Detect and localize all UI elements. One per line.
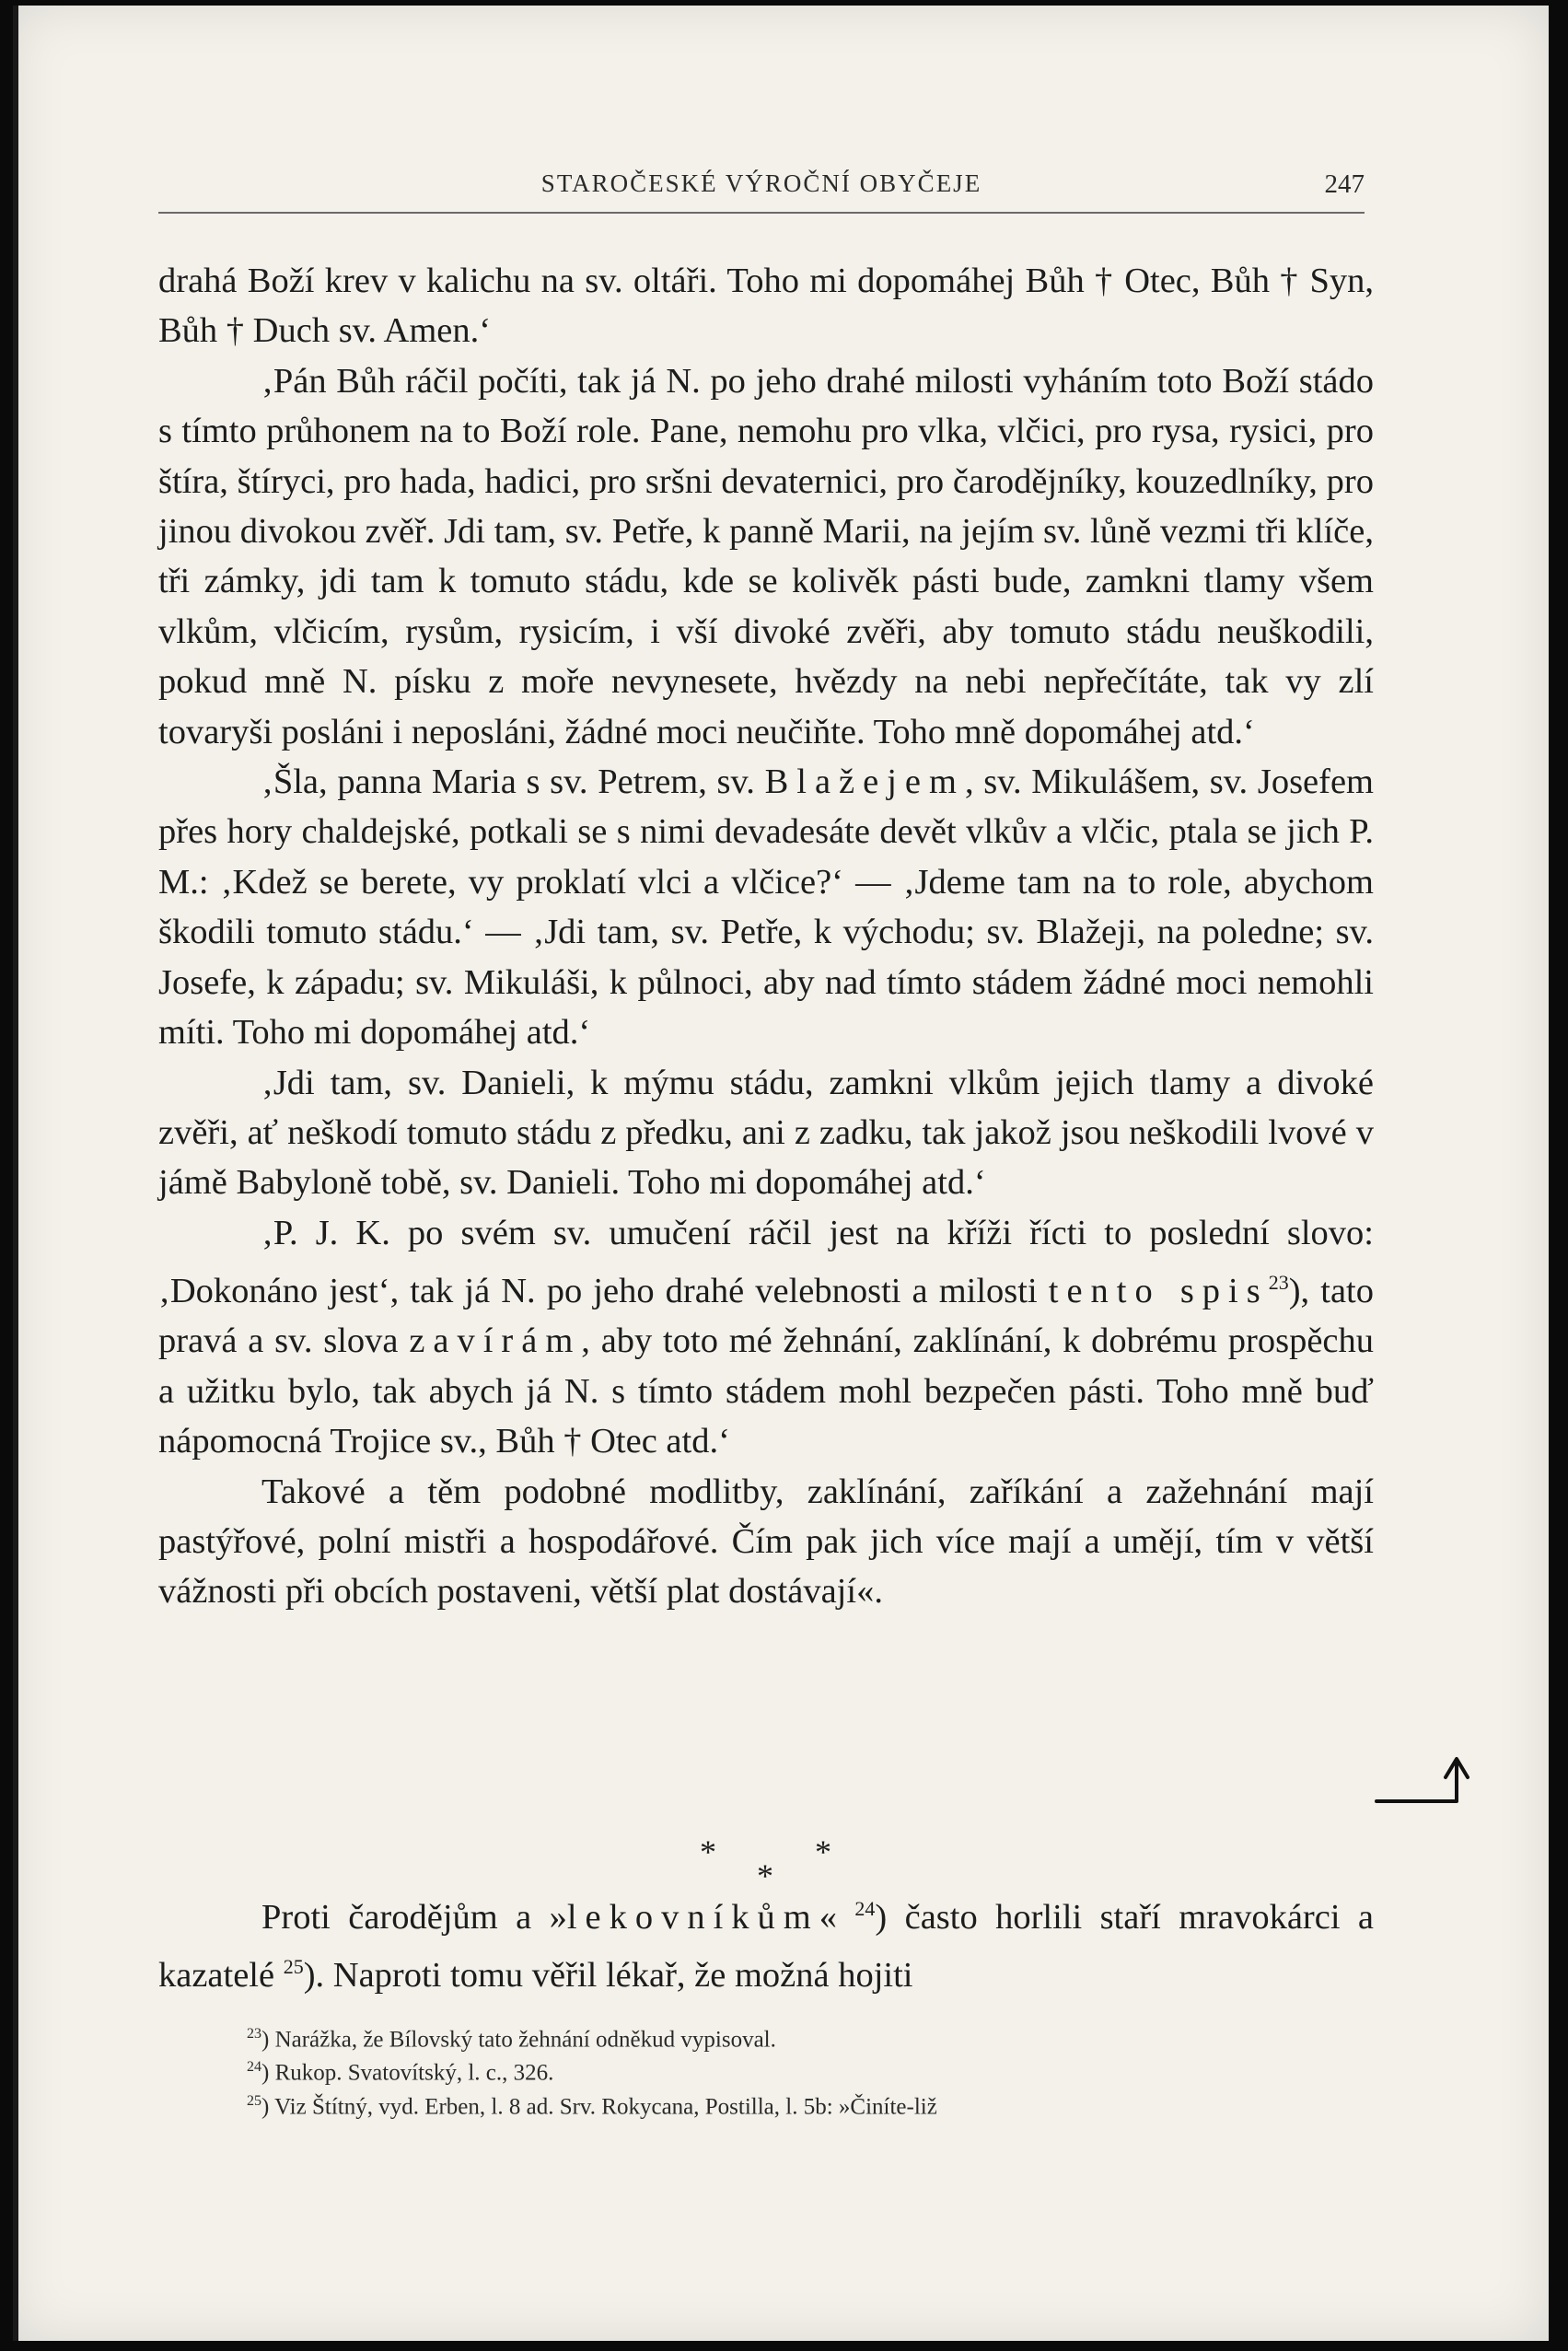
page-header <box>158 164 1365 214</box>
margin-pencil-mark-icon <box>1372 1748 1478 1812</box>
footnote: $^{23}$) Narážka, že Bílovský tato žehnání odněkud vypisoval. <box>247 2026 776 2053</box>
footnote-ref-24: 24 <box>854 1897 876 1920</box>
paragraph-2: ‚Pán Bůh ráčil počíti, tak já N. po jeho drahé milosti vyháním toto Boží stádo s tímto průhonem na to Boží role. Pane, nemohu pro vlka, vlčici, pro rysa, rysici, pro štíra, štíryci, pro hada, hadici, pro sršni devaternici, pro čarodějníky, kouzedlníky, pro jinou divokou zvěř. Jdi tam, sv. Petře, k panně Marii, na jejím sv. lůně vezmi tři klíče, tři zámky, jdi tam k tomuto stádu, kde se kolivěk pásti bude, zamkni tlamy všem vlkům, vlčicím, rysům, rysicím, i vší divoké zvěři, aby tomuto stádu neuškodili, pokud mně N. písku z moře nevynesete, hvězdy na nebi nepřečítáte, tak vy zlí tovaryši posláni i neposláni, žádné moci neučiňte. Toho mně dopomáhej atd.‘ <box>158 361 1374 751</box>
paragraph-7: Proti čarodějům a »lekovníkům« $^{24}$) často horlili staří mravokárci a kazatelé $^{25}$). Naproti tomu věřil lékař, že možná hojiti <box>158 1897 1374 1995</box>
asterism-star: * <box>700 1833 716 1870</box>
footnote-ref-23: 23 <box>1268 1271 1289 1295</box>
page-number: 247 <box>1324 169 1365 199</box>
paragraph-5: ‚P. J. K. po svém sv. umučení ráčil jest na kříži řícti to poslední slovo: ‚Dokonáno jest‘, tak já N. po jeho drahé velebnosti a milosti tento spis$^{23}$), tato pravá a sv. slova zavírám, aby toto mé žehnání, zaklínání, k dobrému prospěchu a užitku bylo, tak abych já N. s tímto stádem mohl bezpečen pásti. Toho mně buď nápomocná Trojice sv., Bůh † Otec atd.‘ <box>158 1213 1375 1461</box>
paragraph-3: ‚Šla, panna Maria s sv. Petrem, sv. Blažejem, sv. Mikulášem, sv. Josefem přes hory chaldejské, potkali se s nimi devadesáte devět vlkův a vlčic, ptala se jich P. M.: ‚Kdež se berete, vy proklatí vlci a vlčice?‘ — ‚Jdeme tam na to role, abychom škodili tomuto stádu.‘ — ‚Jdi tam, sv. Petře, k východu; sv. Blažeji, na poledne; sv. Josefe, k západu; sv. Mikuláši, k půlnoci, aby nad tímto stádem žádné moci nemohli míti. Toho mi dopomáhej atd.‘ <box>158 762 1374 1053</box>
spaced-lekovnikum: lekovníkům <box>566 1897 819 1937</box>
footnotes <box>247 2020 1379 2121</box>
paragraph-1: drahá Boží krev v kalichu na sv. oltáři. Toho mi dopomáhej Bůh † Otec, Bůh † Syn, Bůh † Duch sv. Amen.‘ <box>158 262 1374 351</box>
paragraph-6: Takové a těm podobné modlitby, zaklínání, zaříkání a zažehnání mají pastýřové, polní mistři a hospodářové. Čím pak jich více mají a umějí, tím v větší vážnosti při obcích postaveni, větší plat dostávají«. <box>158 1472 1374 1612</box>
footnote: $^{25}$) Viz Štítný, vyd. Erben, l. 8 ad. Srv. Rokycana, Postilla, l. 5b: »Činíte-liž <box>247 2092 937 2119</box>
asterism-star: * <box>757 1857 773 1894</box>
footnote: $^{24}$) Rukop. Svatovítský, l. c., 326. <box>247 2059 554 2086</box>
running-head: STAROČESKÉ VÝROČNÍ OBYČEJE <box>540 169 982 197</box>
asterism-star: * <box>815 1833 831 1870</box>
spaced-tento-spis: tento spis <box>1048 1271 1269 1310</box>
page-edge-shadow <box>13 6 18 2341</box>
spaced-zaviram: zavírám <box>409 1321 582 1361</box>
paragraph-4: ‚Jdi tam, sv. Danieli, k mýmu stádu, zamkni vlkům jejich tlamy a divoké zvěři, ať neškodí tomuto stádu z předku, ani z zadku, tak jakož jsou neškodili lvové v jámě Babyloně tobě, sv. Danieli. Toho mi dopomáhej atd.‘ <box>158 1063 1374 1203</box>
footnote-ref-25: 25 <box>283 1954 304 1978</box>
spaced-name-blazej: Blažejem <box>764 762 965 802</box>
body-text <box>158 256 1374 1617</box>
